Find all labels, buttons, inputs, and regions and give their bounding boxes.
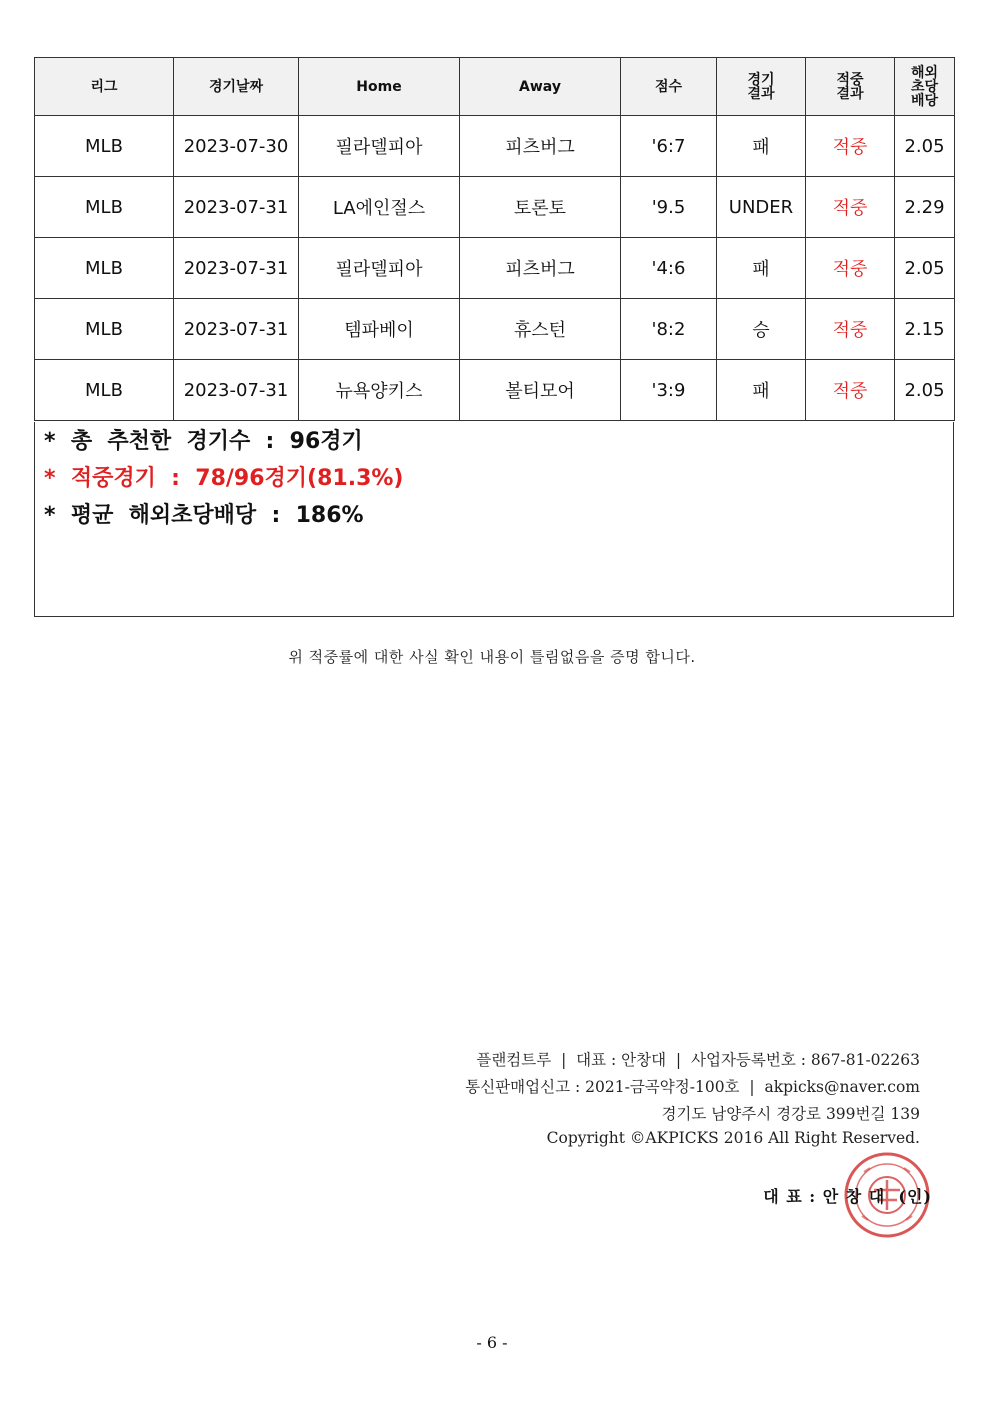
cell-home: 템파베이 <box>299 299 460 360</box>
cell-date: 2023-07-31 <box>174 177 299 238</box>
cell-score: '9.5 <box>621 177 717 238</box>
cell-odds: 2.05 <box>895 360 955 421</box>
cell-league: MLB <box>35 360 174 421</box>
footer-address: 경기도 남양주시 경강로 399번길 139 <box>661 1105 920 1123</box>
cell-away: 휴스턴 <box>460 299 621 360</box>
table-header-row <box>35 58 955 116</box>
cell-league: MLB <box>35 299 174 360</box>
cell-hit-result: 적중 <box>806 238 895 299</box>
table-row <box>35 116 955 177</box>
cell-league: MLB <box>35 116 174 177</box>
summary-hit-games: * 적중경기 : 78/96경기(81.3%) <box>44 466 404 491</box>
cell-home: 필라델피아 <box>299 116 460 177</box>
page-number: - 6 - <box>476 1333 508 1352</box>
cell-game-result: UNDER <box>717 177 806 238</box>
cell-score: '4:6 <box>621 238 717 299</box>
table-row <box>35 238 955 299</box>
col-header-odds: 해외 초당 배당 <box>895 58 955 116</box>
cell-hit-result: 적중 <box>806 177 895 238</box>
cell-hit-result: 적중 <box>806 116 895 177</box>
col-header-game-result: 경기 결과 <box>717 58 806 116</box>
cell-league: MLB <box>35 177 174 238</box>
col-header-home: Home <box>299 58 460 116</box>
footer-registration-line: 통신판매업신고 : 2021-금곡약정-100호 | akpicks@naver.com <box>465 1078 920 1096</box>
col-header-away: Away <box>460 58 621 116</box>
summary-total-games: * 총 추천한 경기수 : 96경기 <box>44 429 363 454</box>
footer-company-line: 플랜컴트루 | 대표 : 안창대 | 사업자등록번호 : 867-81-02263 <box>476 1051 920 1069</box>
cell-hit-result: 적중 <box>806 299 895 360</box>
cell-away: 토론토 <box>460 177 621 238</box>
cell-league: MLB <box>35 238 174 299</box>
summary-average-odds: * 평균 해외초당배당 : 186% <box>44 503 364 528</box>
cell-odds: 2.05 <box>895 116 955 177</box>
summary-box <box>34 422 954 617</box>
cell-odds: 2.05 <box>895 238 955 299</box>
table-row <box>35 177 955 238</box>
cell-score: '8:2 <box>621 299 717 360</box>
col-header-league: 리그 <box>35 58 174 116</box>
table-row <box>35 299 955 360</box>
certification-statement: 위 적중률에 대한 사실 확인 내용이 틀림없음을 증명 합니다. <box>288 648 696 666</box>
footer-copyright: Copyright ©AKPICKS 2016 All Right Reserved. <box>546 1129 920 1147</box>
cell-away: 볼티모어 <box>460 360 621 421</box>
cell-home: 뉴욕양키스 <box>299 360 460 421</box>
col-header-hit-result: 적중 결과 <box>806 58 895 116</box>
cell-date: 2023-07-31 <box>174 299 299 360</box>
cell-date: 2023-07-31 <box>174 238 299 299</box>
cell-home: 필라델피아 <box>299 238 460 299</box>
cell-hit-result: 적중 <box>806 360 895 421</box>
cell-score: '6:7 <box>621 116 717 177</box>
cell-date: 2023-07-30 <box>174 116 299 177</box>
cell-game-result: 승 <box>717 299 806 360</box>
cell-away: 피츠버그 <box>460 238 621 299</box>
cell-game-result: 패 <box>717 238 806 299</box>
representative-signature-line: 대 표 : 안 창 대 (인) <box>763 1187 932 1206</box>
results-table <box>34 57 955 421</box>
cell-date: 2023-07-31 <box>174 360 299 421</box>
col-header-score: 점수 <box>621 58 717 116</box>
cell-score: '3:9 <box>621 360 717 421</box>
cell-home: LA에인절스 <box>299 177 460 238</box>
cell-odds: 2.29 <box>895 177 955 238</box>
table-row <box>35 360 955 421</box>
cell-game-result: 패 <box>717 116 806 177</box>
cell-away: 피츠버그 <box>460 116 621 177</box>
cell-game-result: 패 <box>717 360 806 421</box>
col-header-date: 경기날짜 <box>174 58 299 116</box>
cell-odds: 2.15 <box>895 299 955 360</box>
